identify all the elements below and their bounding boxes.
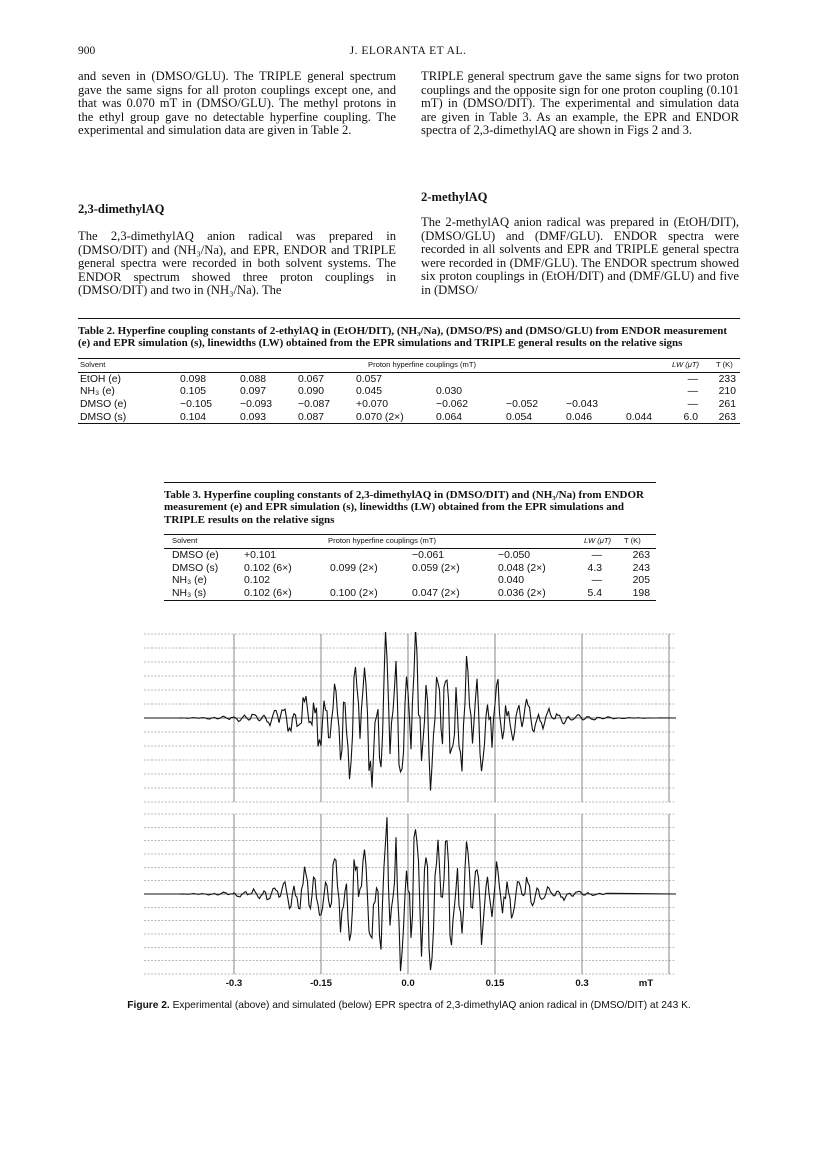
table-2-cell-lw: — xyxy=(687,399,698,410)
table-2-cell-solvent: DMSO (s) xyxy=(80,411,127,423)
table-2-caption-label: Table 2. xyxy=(78,325,115,337)
table-3-col-lw: LW (μT) xyxy=(584,536,612,546)
table-2-cell-coupling: 0.054 xyxy=(506,411,533,423)
table-3-cell-coupling: −0.050 xyxy=(498,550,531,562)
table-3-cell-coupling: 0.059 (2×) xyxy=(412,562,460,574)
table-3-cell-coupling: 0.102 xyxy=(244,575,271,587)
x-axis-tick-label: -0.3 xyxy=(225,978,243,989)
x-axis-tick-label: 0.3 xyxy=(575,978,589,989)
table-2-cell-coupling: 0.098 xyxy=(180,373,207,385)
table-2-cell-solvent: DMSO (e) xyxy=(80,399,127,410)
table-2-body xyxy=(78,373,740,423)
table-3-cell-solvent: NH₃ (e) xyxy=(172,575,207,587)
table-2-cell-coupling: 0.097 xyxy=(240,386,267,398)
right-column xyxy=(421,70,739,138)
right-intro-paragraph: TRIPLE general spectrum gave the same signs for two proton couplings and the opposite sign for one proton coupling (0.101 mT) in (DMSO/DIT). The experimental and simulation data are given in Table 3. As an example, the EPR and ENDOR spectra of 2,3-dimethylAQ are shown in Figs 2 and 3. xyxy=(421,69,739,138)
table-3 xyxy=(164,482,656,601)
table-3-cell-coupling: 0.100 (2×) xyxy=(330,588,378,599)
table-3-caption-text: Hyperfine coupling constants of 2,3-dimethylAQ in (DMSO/DIT) and (NH₃/Na) from ENDOR measurement (e) and EPR simulation (s), linewidths (LW) obtained from the EPR simulations and TRIPLE results on the relative signs xyxy=(164,489,644,526)
table-3-cell-solvent: NH₃ (s) xyxy=(172,588,207,599)
table-2-cell-coupling: −0.052 xyxy=(506,399,539,410)
table-2-col-couplings: Proton hyperfine couplings (mT) xyxy=(368,359,477,369)
table-3-row xyxy=(164,574,656,587)
table-3-cell-lw: 5.4 xyxy=(587,588,602,599)
table-3-caption-label: Table 3. xyxy=(164,489,201,501)
table-3-cell-coupling: 0.040 xyxy=(498,575,525,587)
table-2-col-lw: LW (μT) xyxy=(672,359,700,369)
table-2-cell-lw: — xyxy=(687,386,698,398)
table-2-cell-coupling: 0.088 xyxy=(240,373,267,385)
page-number: 900 xyxy=(78,45,96,57)
section-text-2-methylaq: The 2-methylAQ anion radical was prepared in (EtOH/DIT), (DMSO/GLU) and (DMF/GLU). ENDOR spectra were recorded in all solvents and EPR and TRIPLE general spectra were recorded in (DMF/GLU). The ENDOR spectrum showed six proton couplings in (EtOH/DIT) and (DMF/GLU) and five in (DMSO/ xyxy=(421,215,739,297)
section-heading-23-dimethylaq: 2,3-dimethylAQ xyxy=(78,202,165,216)
table-2-cell-t: 210 xyxy=(718,386,736,398)
table-3-row xyxy=(164,587,656,600)
table-2-cell-t: 261 xyxy=(718,399,736,410)
table-2-cell-coupling: −0.105 xyxy=(180,399,213,410)
table-2-cell-coupling: 0.093 xyxy=(240,411,267,423)
table-2-cell-coupling: −0.087 xyxy=(298,399,331,410)
section-text-23-dimethylaq: The 2,3-dimethylAQ anion radical was prepared in (DMSO/DIT) and (NH₃/Na), and EPR, ENDOR and TRIPLE general spectra were recorded in both solvent systems. The ENDOR spectrum showed three proton couplings in (DMSO/DIT) and two in (NH₃/Na). The xyxy=(78,229,396,298)
table-2-cell-solvent: NH₃ (e) xyxy=(80,386,115,398)
table-3-cell-coupling: 0.047 (2×) xyxy=(412,588,460,599)
table-2-col-t: T (K) xyxy=(716,359,733,369)
table-3-row xyxy=(164,549,656,562)
table-3-cell-coupling: 0.102 (6×) xyxy=(244,588,292,599)
table-3-bottom-rule xyxy=(164,600,656,601)
section-heading-2-methylaq: 2-methylAQ xyxy=(421,190,488,204)
table-2-row xyxy=(78,411,740,424)
table-3-cell-coupling: 0.036 (2×) xyxy=(498,588,546,599)
table-3-header-row xyxy=(164,535,656,548)
table-2-cell-lw: — xyxy=(687,373,698,385)
table-2-row xyxy=(78,385,740,398)
table-2-bottom-rule xyxy=(78,423,740,424)
table-2-cell-coupling: 0.067 xyxy=(298,373,325,385)
table-2-cell-t: 263 xyxy=(718,411,736,423)
running-head: J. ELORANTA ET AL. xyxy=(349,45,467,57)
table-2-cell-t: 233 xyxy=(718,373,736,385)
figure-2-caption-label: Figure 2. xyxy=(127,1000,170,1011)
table-3-cell-lw: 4.3 xyxy=(587,562,602,574)
table-2-row xyxy=(78,373,740,386)
figure-2-caption xyxy=(78,1000,740,1011)
table-2-cell-coupling: 0.044 xyxy=(626,411,653,423)
table-2-top-rule xyxy=(78,318,740,319)
table-2-cell-lw: 6.0 xyxy=(683,411,698,423)
table-3-cell-coupling: 0.048 (2×) xyxy=(498,562,546,574)
page-header xyxy=(78,45,738,61)
left-column xyxy=(78,70,396,138)
table-3-cell-coupling: 0.099 (2×) xyxy=(330,562,378,574)
table-3-row xyxy=(164,562,656,575)
table-2-cell-coupling: +0.070 xyxy=(356,399,389,410)
table-2-cell-solvent: EtOH (e) xyxy=(80,373,121,385)
table-2-cell-coupling: −0.093 xyxy=(240,399,273,410)
table-2-cell-coupling: 0.030 xyxy=(436,386,463,398)
table-3-cell-coupling: −0.061 xyxy=(412,550,445,562)
table-3-caption xyxy=(164,489,656,526)
table-2-header-row xyxy=(78,359,740,372)
table-2-cell-coupling: 0.045 xyxy=(356,386,383,398)
table-3-cell-t: 263 xyxy=(632,550,650,562)
table-3-col-solvent: Solvent xyxy=(172,536,198,546)
left-intro-paragraph: and seven in (DMSO/GLU). The TRIPLE general spectrum gave the same signs for all proton couplings except one, and that was 0.070 mT in (DMSO/GLU). The methyl protons in the ethyl group gave no detectable hyperfine coupling. The experimental and simulation data are given in Table 2. xyxy=(78,69,396,138)
table-3-cell-coupling: 0.102 (6×) xyxy=(244,562,292,574)
table-2-col-solvent: Solvent xyxy=(80,359,106,369)
table-2-caption xyxy=(78,325,740,350)
table-2-cell-coupling: 0.104 xyxy=(180,411,207,423)
table-3-cell-t: 198 xyxy=(632,588,650,599)
figure-2-spectra xyxy=(140,632,680,976)
table-3-cell-lw: — xyxy=(591,550,602,562)
experimental-spectrum-trace xyxy=(144,632,676,791)
table-2 xyxy=(78,318,740,424)
figure-2 xyxy=(140,632,680,994)
figure-2-caption-text: Experimental (above) and simulated (below) EPR spectra of 2,3-dimethylAQ anion radical in (DMSO/DIT) at 243 K. xyxy=(172,1000,691,1011)
table-3-cell-solvent: DMSO (e) xyxy=(172,550,219,562)
table-3-col-couplings: Proton hyperfine couplings (mT) xyxy=(328,536,437,546)
table-2-cell-coupling: −0.043 xyxy=(566,399,599,410)
x-axis-tick-label: 0.15 xyxy=(485,978,505,989)
table-3-cell-t: 205 xyxy=(632,575,650,587)
table-2-cell-coupling: 0.105 xyxy=(180,386,207,398)
table-3-col-t: T (K) xyxy=(624,536,641,546)
table-2-cell-coupling: −0.062 xyxy=(436,399,469,410)
x-axis-tick-label: -0.15 xyxy=(310,978,332,989)
table-3-cell-t: 243 xyxy=(632,562,650,574)
table-3-body xyxy=(164,549,656,599)
x-axis-tick-label: mT xyxy=(638,978,654,989)
table-2-cell-coupling: 0.087 xyxy=(298,411,325,423)
table-2-caption-text: Hyperfine coupling constants of 2-ethylAQ in (EtOH/DIT), (NH₃/Na), (DMSO/PS) and (DMSO/GLU) from ENDOR measurement (e) and EPR simulation (s), linewidths (LW) obtained from the EPR simulations and TRIPLE general results on the relative signs xyxy=(78,325,728,350)
table-3-cell-lw: — xyxy=(591,575,602,587)
table-2-cell-coupling: 0.046 xyxy=(566,411,593,423)
x-axis-tick-label: 0.0 xyxy=(401,978,415,989)
table-2-cell-coupling: 0.064 xyxy=(436,411,463,423)
table-2-row xyxy=(78,398,740,411)
figure-2-x-axis-labels xyxy=(140,978,680,994)
table-2-cell-coupling: 0.057 xyxy=(356,373,383,385)
table-3-top-rule xyxy=(164,482,656,483)
table-2-cell-coupling: 0.090 xyxy=(298,386,325,398)
table-2-cell-coupling: 0.070 (2×) xyxy=(356,411,404,423)
table-3-cell-solvent: DMSO (s) xyxy=(172,562,219,574)
table-3-cell-coupling: +0.101 xyxy=(244,550,277,562)
